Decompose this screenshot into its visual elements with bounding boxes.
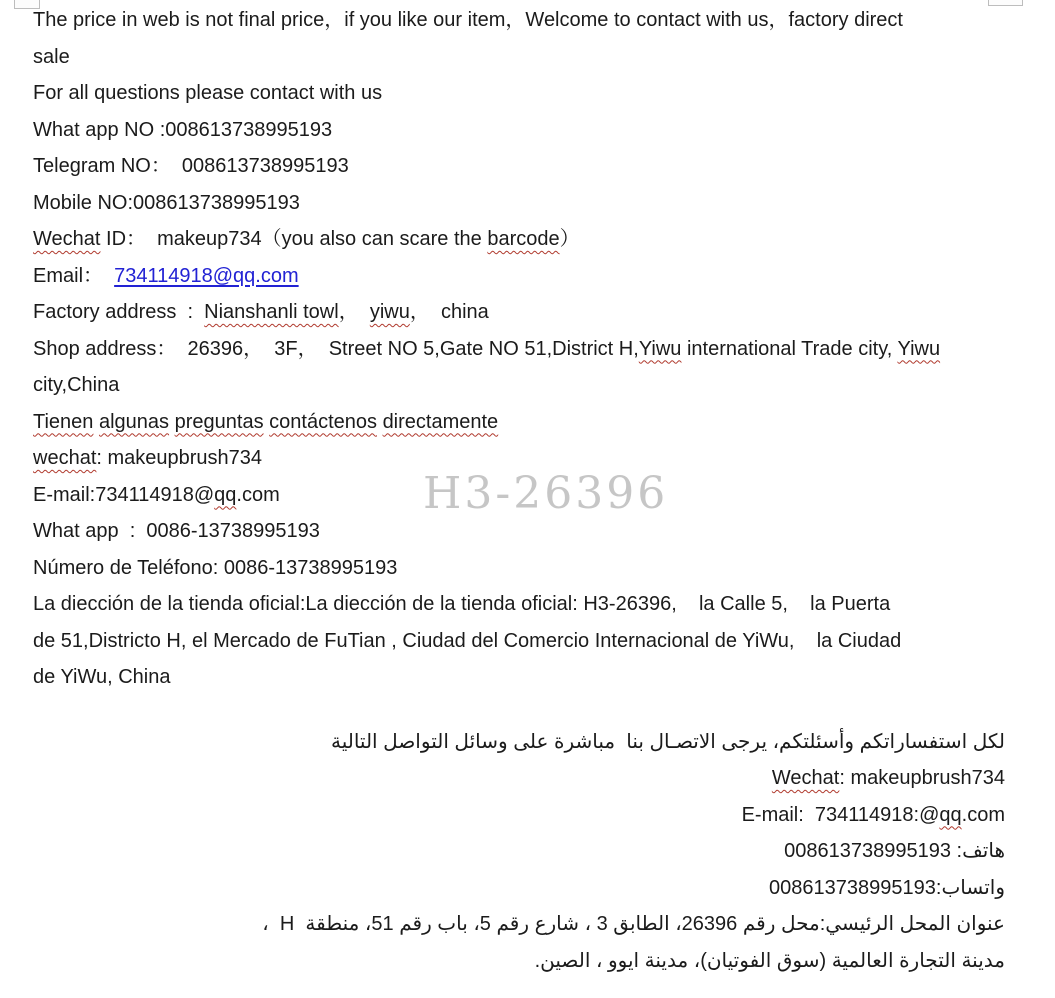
text-segment: عنوان المحل الرئيسي:محل رقم 26396، الطابق 3 ، شارع رقم 5، باب رقم 51، منطقة H ، (262, 913, 1005, 935)
spellcheck-flagged-text: qq (214, 483, 237, 506)
text-line (33, 2, 1005, 39)
text-segment: La diección de la tienda oficial:La diección de la tienda oficial: H3-26396, la Calle 5, la Puerta (33, 593, 891, 615)
spellcheck-flagged-text: Tienen (33, 410, 94, 433)
spellcheck-flagged-text: algunas (98, 410, 170, 433)
spellcheck-flagged-text: Nianshanli towl (204, 301, 339, 323)
text-segment: Factory address : (33, 301, 205, 323)
text-segment: Número de Teléfono: 0086-13738995193 (33, 556, 398, 579)
text-segment: مدينة التجارة العالمية (سوق الفوتيان)، مدينة ايوو ، الصين. (534, 949, 1005, 972)
watermark: H3-26396 (423, 468, 669, 519)
text-segment: ID： makeup734（you also can scare the (100, 228, 488, 250)
text-segment: هاتف: 008613738995193 (784, 840, 1005, 862)
text-line (33, 367, 1005, 404)
text-segment: international Trade city, (681, 337, 898, 360)
crop-mark-top-right (988, 0, 1023, 6)
text-line (33, 724, 1005, 761)
text-segment: The price in web is not final price，if you like our item，Welcome to contact with us，factory direct (33, 9, 903, 31)
text-line (33, 294, 1005, 331)
text-segment: city,China (33, 374, 120, 396)
text-segment: E-mail:734114918@ (33, 483, 215, 506)
spellcheck-flagged-text: barcode (487, 228, 560, 250)
text-line (33, 331, 1005, 368)
text-segment: ， china (409, 301, 489, 323)
text-line (33, 477, 1005, 514)
text-line (33, 513, 1005, 550)
text-segment: : makeupbrush734 (96, 447, 263, 469)
contact-lines-arabic (33, 724, 1005, 980)
text-segment: ， (338, 301, 370, 323)
text-segment: .com (961, 803, 1005, 826)
text-segment: Email： (33, 264, 115, 287)
spellcheck-flagged-text: contáctenos (269, 410, 377, 433)
text-segment: E-mail: 734114918:@ (741, 803, 940, 826)
text-line (33, 404, 1005, 441)
text-segment: .com (236, 483, 280, 506)
text-line (33, 623, 1005, 660)
spellcheck-flagged-text: Wechat (33, 228, 101, 250)
text-line (33, 258, 1005, 295)
text-segment: sale (33, 45, 70, 68)
text-line (33, 148, 1005, 185)
text-line (33, 870, 1005, 907)
text-segment: What app : 0086-13738995193 (33, 520, 320, 542)
spellcheck-flagged-text: preguntas (174, 410, 264, 433)
text-line (33, 586, 1005, 623)
text-segment: de 51,Districto H, el Mercado de FuTian , Ciudad del Comercio Internacional de YiWu, la Ciudad (33, 629, 902, 652)
text-line (33, 797, 1005, 834)
spellcheck-flagged-text: Wechat (771, 767, 840, 789)
text-line (33, 760, 1005, 797)
spellcheck-flagged-text: yiwu (369, 301, 410, 323)
text-line (33, 440, 1005, 477)
text-segment: For all questions please contact with us (33, 82, 383, 104)
text-line (33, 550, 1005, 587)
crop-mark-top-left (14, 0, 40, 9)
text-segment: واتساب:008613738995193 (769, 876, 1005, 899)
spellcheck-flagged-text: wechat (33, 447, 97, 469)
spellcheck-flagged-text: Yiwu (638, 337, 682, 360)
email-link[interactable]: 734114918@qq.com (114, 264, 299, 287)
spellcheck-flagged-text: directamente (382, 410, 499, 433)
text-segment: : makeupbrush734 (839, 767, 1005, 789)
text-line (33, 112, 1005, 149)
text-segment: Mobile NO:008613738995193 (33, 191, 300, 214)
text-line (33, 833, 1005, 870)
text-line (33, 185, 1005, 222)
text-line (33, 39, 1005, 76)
text-segment: Shop address： 26396， 3F， Street NO 5,Gate NO 51,District H, (33, 337, 639, 360)
text-line (33, 221, 1005, 258)
text-segment: لكل استفساراتكم وأسئلتكم، يرجى الاتصـال بنا مباشرة على وسائل التواصل التالية (330, 730, 1005, 753)
text-segment: What app NO :008613738995193 (33, 118, 333, 141)
text-segment: de YiWu, China (33, 666, 171, 688)
text-segment: ） (559, 228, 580, 250)
text-line (33, 943, 1005, 980)
spellcheck-flagged-text: qq (939, 803, 962, 826)
text-segment: Telegram NO： 008613738995193 (33, 155, 349, 177)
text-line (33, 659, 1005, 696)
contact-lines-english-spanish (33, 2, 1005, 696)
text-line (33, 75, 1005, 112)
text-line (33, 906, 1005, 943)
spellcheck-flagged-text: Yiwu (897, 337, 941, 360)
